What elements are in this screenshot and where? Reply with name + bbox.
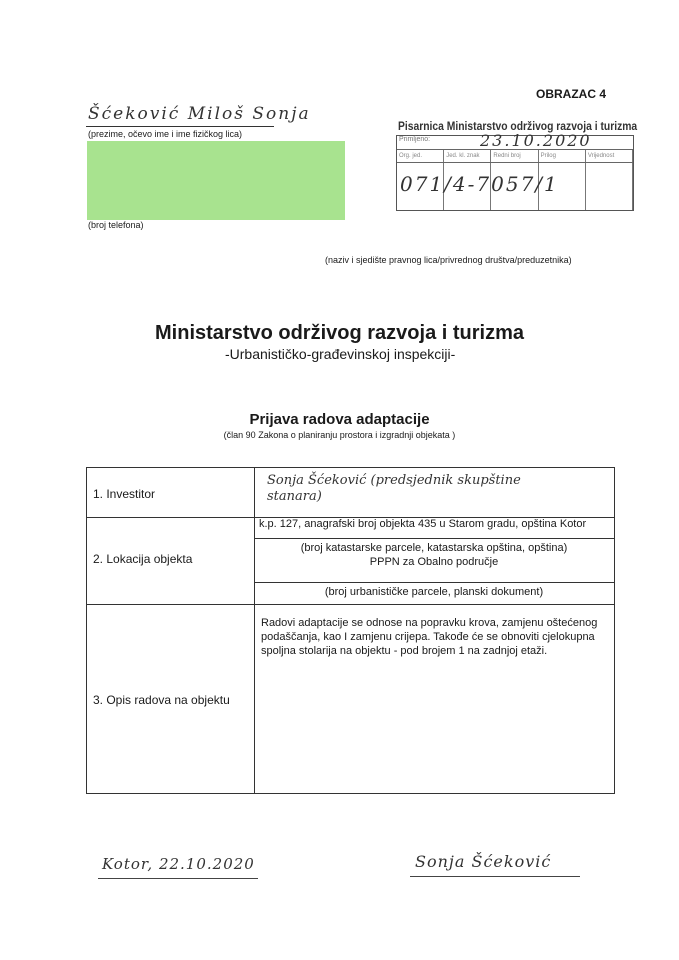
stamp-column: Prilog [539,150,586,162]
redaction-block [87,141,345,220]
place-date: Kotor, 22.10.2020 [102,855,255,873]
investor-value: Sonja Šćeković (predsjednik skupštine stanara) [267,473,521,504]
form-subtitle: (član 90 Zakona o planiranju prostora i izgradnji objekata ) [223,430,456,440]
phone-label: (broj telefona) [88,220,144,230]
signature: Sonja Šćeković [415,852,552,871]
plan-caption: (broj urbanističke parcele, planski dokument) [324,586,544,598]
plan-value: PPPN za Obalno područje [369,556,499,568]
row-label-description: 3. Opis radova na objektu [93,693,230,707]
registry-number: 071/4-7057/1 [400,172,559,196]
stamp-column: Jed. kl. znak [444,150,491,162]
inspection-subheading: -Urbanističko-građevinskoj inspekciji- [225,346,456,362]
row-label-investor: 1. Investitor [93,487,156,501]
stamp-column: Redni broj [491,150,538,162]
stamp-title: Pisarnica Ministarstvo održivog razvoja i turizma [398,119,638,133]
row-label-location: 2. Lokacija objekta [93,552,193,566]
name-label: (prezime, očevo ime i ime fizičkog lica) [88,129,243,139]
location-caption: (broj katastarske parcele, katastarska opština, opština) [300,542,568,554]
form-title: Prijava radova adaptacije [249,411,430,428]
ministry-heading: Ministarstvo održivog razvoja i turizma [155,322,524,344]
applicant-handwritten-name: Šćeković Miloš Sonja [88,104,311,124]
stamp-column: Org. jed. [397,150,444,162]
description-value: Radovi adaptacije se odnose na popravku krova, zamjenu oštećenog podaščanja, kao I zamjenu crijepa. Takođe će se obnoviti cjelokupna spoljna stolarija na objektu - pod brojem 1 na zadnjoj etaži. [261,617,598,657]
divider [86,126,274,127]
application-table [86,467,615,794]
received-label: Primljeno: [399,136,431,143]
legal-entity-label: (naziv i sjedište pravnog lica/privrednog društva/preduzetnika) [325,255,572,265]
stamp-column: Vrijednost [586,150,633,162]
divider [410,876,580,877]
divider [98,878,258,879]
form-code: OBRAZAC 4 [536,87,607,101]
location-value: k.p. 127, anagrafski broj objekta 435 u Starom gradu, opština Kotor [259,518,587,530]
received-date: 23.10.2020 [480,131,592,150]
